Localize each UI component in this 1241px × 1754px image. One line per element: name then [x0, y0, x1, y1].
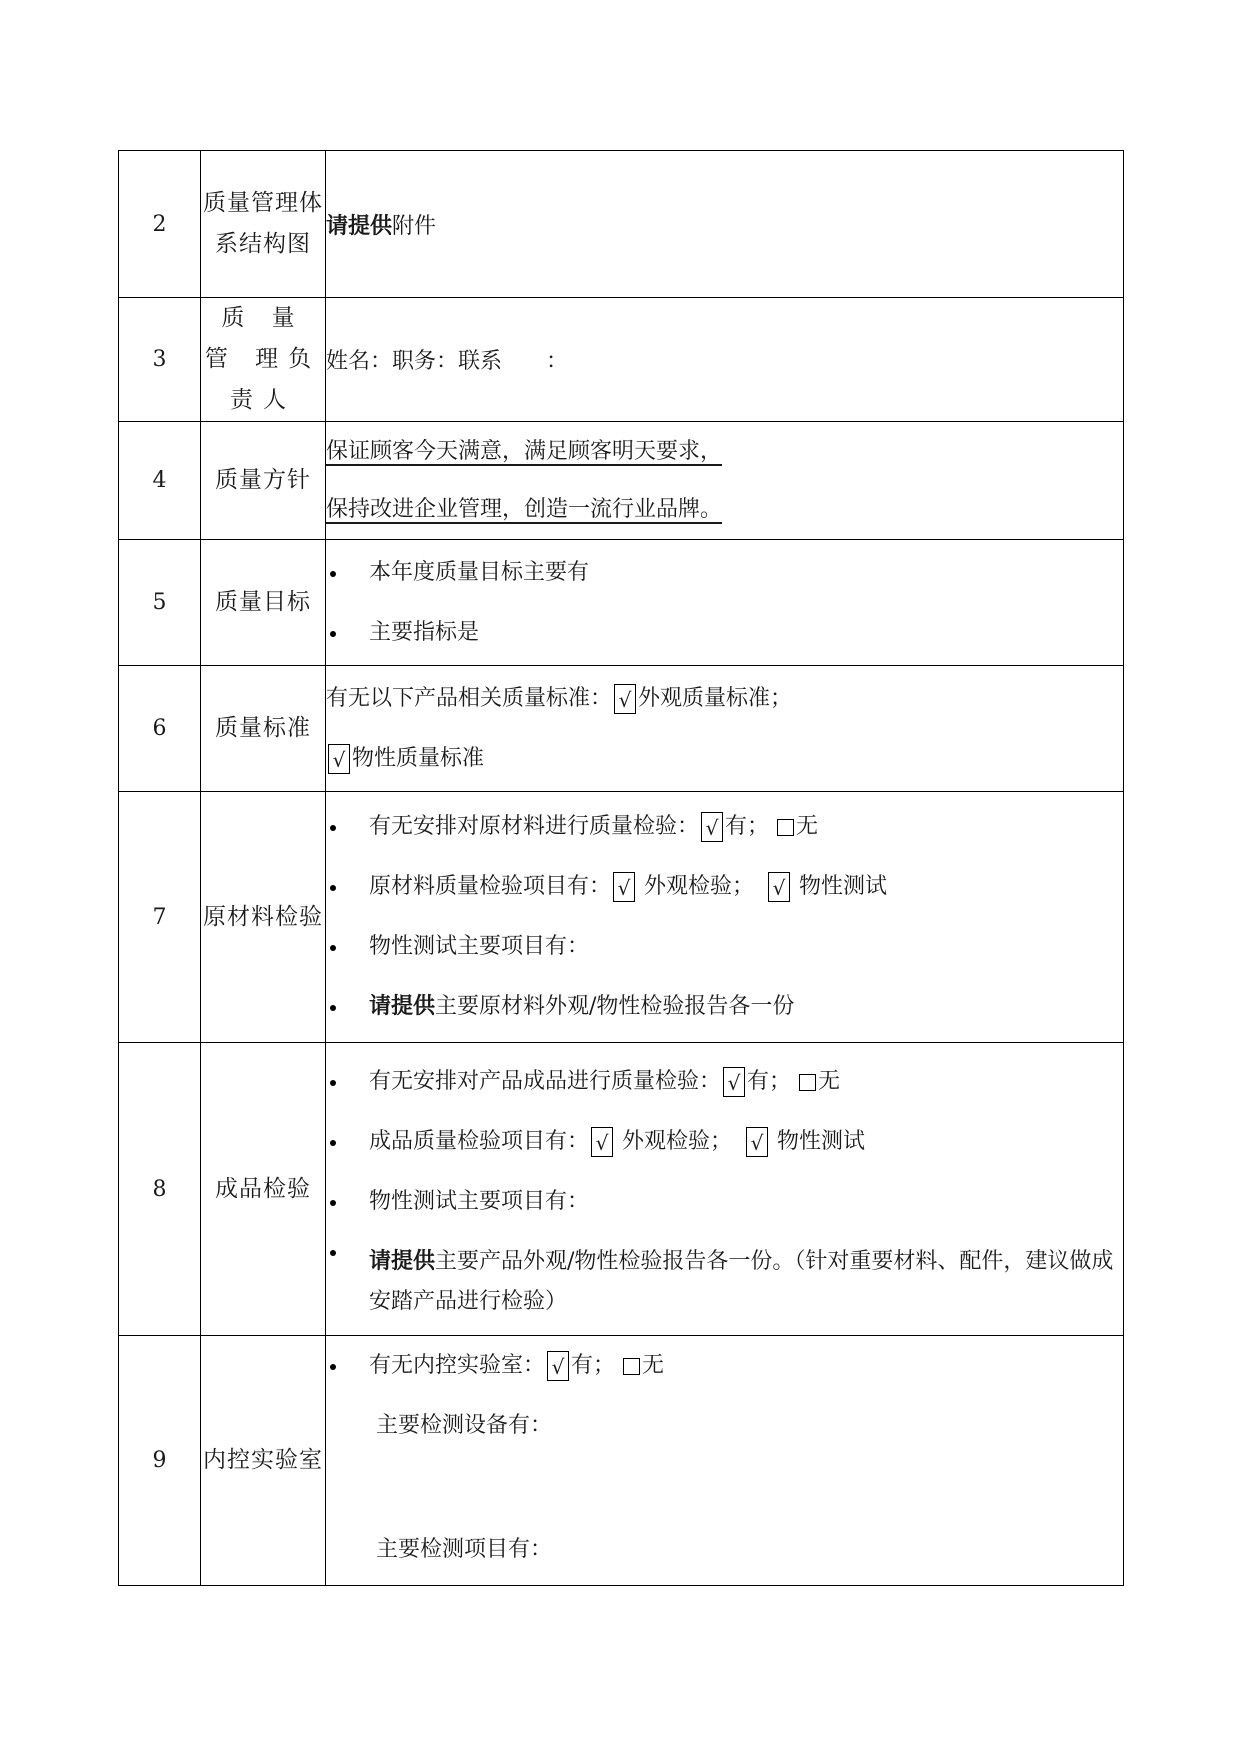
request-label: 请提供 — [369, 1249, 436, 1274]
no-checkbox[interactable] — [623, 1358, 640, 1375]
row-label: 质 量 管 理负责人 — [201, 298, 326, 422]
table-row — [119, 1043, 1124, 1336]
row-label: 原材料检验 — [201, 792, 326, 1043]
physical-standard-checkbox[interactable]: √ — [328, 744, 350, 774]
standards-line — [326, 729, 1123, 789]
quality-survey-table — [118, 150, 1124, 1586]
yes-checkbox[interactable]: √ — [723, 1067, 745, 1097]
row-content: 姓名：职务：联系 ： — [326, 298, 1124, 422]
list-item — [326, 1052, 1123, 1112]
physical-test-checkbox[interactable]: √ — [768, 872, 790, 902]
table-row — [119, 540, 1124, 666]
content-text: 附件 — [392, 213, 437, 239]
yes-label: 有； — [571, 1353, 616, 1378]
row-content — [326, 1043, 1124, 1336]
standards-question: 有无以下产品相关质量标准： — [326, 685, 613, 711]
row-content — [326, 792, 1124, 1043]
row-content — [326, 540, 1124, 666]
equipment-label: 主要检测设备有： — [376, 1413, 553, 1438]
lab-question: 有无内控实验室： — [369, 1353, 546, 1378]
row-number: 6 — [119, 666, 201, 792]
appearance-check-label: 外观检验； — [637, 874, 755, 899]
request-text: 主要原材料外观/物性检验报告各一份 — [435, 994, 795, 1019]
row-number: 5 — [119, 540, 201, 666]
no-label: 无 — [642, 1353, 665, 1378]
physical-test-label: 物性测试 — [770, 1129, 866, 1154]
list-item — [326, 797, 1123, 857]
list-item: 物性测试主要项目有： — [326, 917, 1123, 977]
equipment-blank — [326, 1456, 1123, 1520]
inspection-items-label: 成品质量检验项目有： — [369, 1129, 590, 1154]
list-item: 物性测试主要项目有： — [326, 1172, 1123, 1232]
request-label: 请提供 — [369, 994, 436, 1019]
list-item — [326, 977, 1123, 1037]
row-number: 2 — [119, 151, 201, 298]
list-item — [326, 1336, 1123, 1396]
row-number: 7 — [119, 792, 201, 1043]
row-label: 质量标准 — [201, 666, 326, 792]
request-label: 请提供 — [326, 213, 393, 239]
appearance-standard-checkbox[interactable]: √ — [614, 684, 636, 714]
row-number: 4 — [119, 422, 201, 540]
request-text: 主要产品外观/物性检验报告各一份。（针对重要材料、配件，建议做成安踏产品进行检验） — [369, 1249, 1114, 1314]
inspection-items-label: 原材料质量检验项目有： — [369, 874, 612, 899]
yes-label: 有； — [725, 814, 770, 839]
appearance-check-checkbox[interactable]: √ — [613, 872, 635, 902]
row-label: 内控实验室 — [201, 1336, 326, 1586]
appearance-standard-label: 外观质量标准； — [638, 685, 793, 711]
yes-checkbox[interactable]: √ — [547, 1351, 569, 1381]
table-row — [119, 1336, 1124, 1586]
appearance-check-checkbox[interactable]: √ — [591, 1127, 613, 1157]
list-item: 主要指标是 — [326, 603, 1123, 663]
yes-checkbox[interactable]: √ — [701, 812, 723, 842]
table-row — [119, 422, 1124, 540]
row-content — [326, 151, 1124, 298]
row-number: 8 — [119, 1043, 201, 1336]
no-label: 无 — [796, 814, 819, 839]
row-content — [326, 666, 1124, 792]
physical-standard-label: 物性质量标准 — [352, 745, 485, 771]
row-label: 成品检验 — [201, 1043, 326, 1336]
row-content — [326, 1336, 1124, 1586]
policy-line: 保持改进企业管理，创造一流行业品牌。 — [326, 496, 723, 522]
physical-test-label: 物性测试 — [792, 874, 888, 899]
inspection-question: 有无安排对原材料进行质量检验： — [369, 814, 700, 839]
physical-test-checkbox[interactable]: √ — [746, 1127, 768, 1157]
list-item — [326, 1232, 1123, 1326]
inspection-question: 有无安排对产品成品进行质量检验： — [369, 1069, 722, 1094]
list-item — [326, 857, 1123, 917]
no-checkbox[interactable] — [799, 1074, 816, 1091]
row-label: 质量方针 — [201, 422, 326, 540]
test-items-label: 主要检测项目有： — [376, 1537, 553, 1562]
row-number: 3 — [119, 298, 201, 422]
row-number: 9 — [119, 1336, 201, 1586]
row-label: 质量目标 — [201, 540, 326, 666]
table-row — [119, 792, 1124, 1043]
row-label: 质量管理体系结构图 — [201, 151, 326, 298]
list-item: 本年度质量目标主要有 — [326, 543, 1123, 603]
no-checkbox[interactable] — [777, 819, 794, 836]
quality-policy — [326, 422, 1124, 540]
table-row — [119, 666, 1124, 792]
appearance-check-label: 外观检验； — [615, 1129, 733, 1154]
no-label: 无 — [818, 1069, 841, 1094]
policy-line: 保证顾客今天满意，满足顾客明天要求， — [326, 438, 723, 464]
table-row — [119, 298, 1124, 422]
standards-line — [326, 669, 1123, 729]
list-item — [326, 1112, 1123, 1172]
table-row — [119, 151, 1124, 298]
yes-label: 有； — [747, 1069, 792, 1094]
